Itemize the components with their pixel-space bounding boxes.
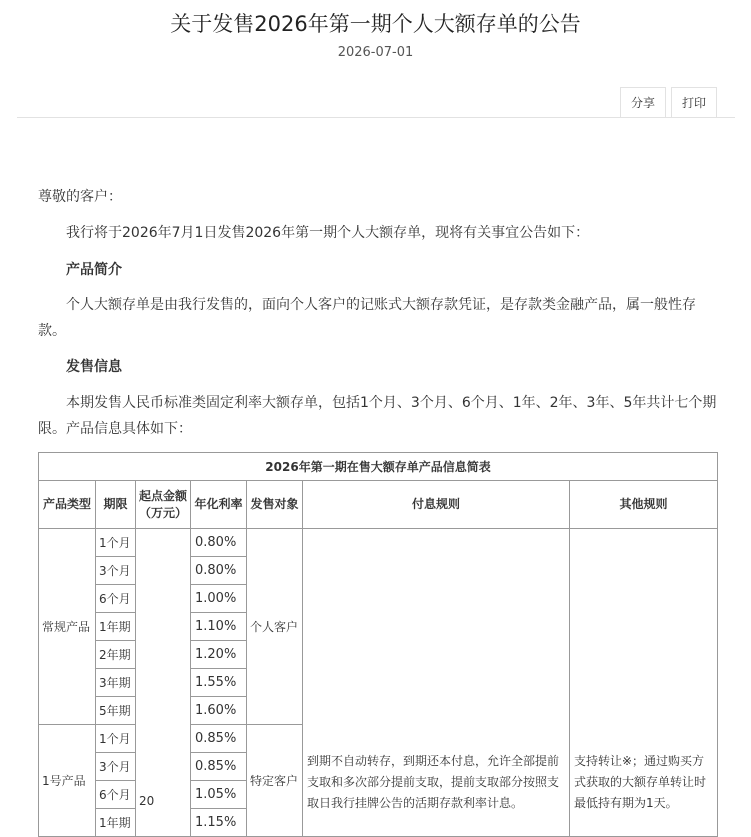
cell-target: 特定客户	[247, 725, 303, 837]
header-min-amount-line1: 起点金额	[139, 488, 188, 503]
cell-term: 1年期	[96, 809, 136, 837]
cell-term: 2年期	[96, 641, 136, 669]
cell-term: 6个月	[96, 781, 136, 809]
greeting: 尊敬的客户：	[38, 189, 122, 205]
cell-rate: 1.00%	[191, 585, 247, 613]
cell-term: 3个月	[96, 557, 136, 585]
cell-other-rule: 支持转让※；通过购买方式获取的大额存单转让时最低持有期为1天。	[570, 529, 718, 837]
cell-term: 5年期	[96, 697, 136, 725]
cell-term: 3个月	[96, 753, 136, 781]
cell-rate: 0.85%	[191, 753, 247, 781]
header-rate: 年化利率	[191, 481, 247, 529]
cell-rate: 1.05%	[191, 781, 247, 809]
intro-paragraph: 我行将于2026年7月1日发售2026年第一期个人大额存单，现将有关事宜公告如下：	[66, 225, 590, 241]
cell-rate: 0.85%	[191, 725, 247, 753]
cell-rate: 0.80%	[191, 529, 247, 557]
header-interest-rule: 付息规则	[303, 481, 570, 529]
header-product-type: 产品类型	[39, 481, 96, 529]
cell-rate: 1.10%	[191, 613, 247, 641]
table-row	[39, 529, 718, 557]
page-title: 关于发售2026年第一期个人大额存单的公告	[170, 12, 581, 36]
cell-product-type: 1号产品	[39, 725, 96, 837]
cell-term: 1个月	[96, 529, 136, 557]
section-heading-product-intro: 产品简介	[66, 262, 122, 278]
cell-product-type: 常规产品	[39, 529, 96, 725]
header-min-amount	[136, 481, 191, 529]
header-term: 期限	[96, 481, 136, 529]
cell-rate: 1.55%	[191, 669, 247, 697]
share-button[interactable]: 分享	[620, 87, 666, 117]
sale-info-paragraph: 本期发售人民币标准类固定利率大额存单，包括1个月、3个月、6个月、1年、2年、3年、5年共计七个期限。产品信息具体如下：	[38, 395, 717, 437]
cell-term: 6个月	[96, 585, 136, 613]
print-button[interactable]: 打印	[671, 87, 717, 117]
cell-min-amount: 20	[136, 529, 191, 837]
cell-term: 1年期	[96, 613, 136, 641]
section-heading-sale-info: 发售信息	[66, 359, 122, 375]
cell-interest-rule: 到期不自动转存，到期还本付息，允许全部提前支取和多次部分提前支取，提前支取部分按照支取日我行挂牌公告的活期存款利率计息。	[303, 529, 570, 837]
cell-rate: 1.60%	[191, 697, 247, 725]
header-divider	[17, 117, 735, 118]
cell-term: 3年期	[96, 669, 136, 697]
cell-rate: 1.20%	[191, 641, 247, 669]
header-target: 发售对象	[247, 481, 303, 529]
product-intro-paragraph: 个人大额存单是由我行发售的，面向个人客户的记账式大额存款凭证，是存款类金融产品，属一般性存款。	[38, 297, 696, 339]
table-caption: 2026年第一期在售大额存单产品信息简表	[39, 453, 718, 481]
cell-target: 个人客户	[247, 529, 303, 725]
header-other-rule: 其他规则	[570, 481, 718, 529]
header-min-amount-line2: （万元）	[139, 505, 188, 520]
cell-rate: 1.15%	[191, 809, 247, 837]
publish-date: 2026-07-01	[337, 45, 414, 60]
cell-term: 1个月	[96, 725, 136, 753]
cell-rate: 0.80%	[191, 557, 247, 585]
product-info-table	[38, 452, 718, 837]
